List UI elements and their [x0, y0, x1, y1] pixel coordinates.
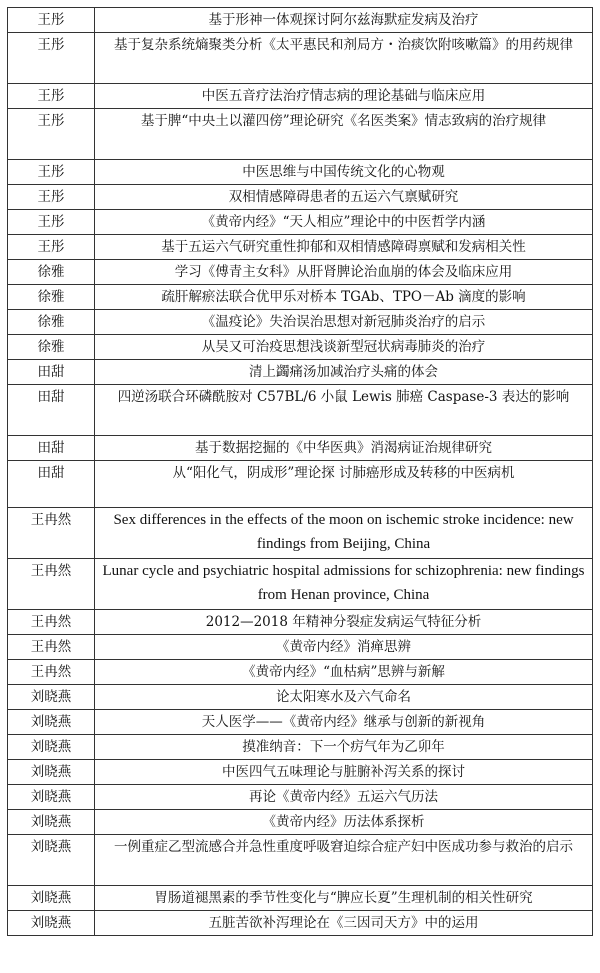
table-row	[8, 685, 593, 710]
table-row	[8, 635, 593, 660]
table-row	[8, 436, 593, 461]
author-cell: 田甜	[8, 360, 95, 385]
title-cell: 中医四气五味理论与脏腑补泻关系的探讨	[95, 760, 593, 785]
table-row	[8, 310, 593, 335]
author-cell: 徐雅	[8, 335, 95, 360]
author-cell: 王彤	[8, 235, 95, 260]
title-cell: 双相情感障碍患者的五运六气禀赋研究	[95, 185, 593, 210]
author-cell: 王冉然	[8, 660, 95, 685]
table-row	[8, 461, 593, 508]
title-cell: 再论《黄帝内经》五运六气历法	[95, 785, 593, 810]
publication-table-body	[8, 8, 593, 936]
title-cell: 中医五音疗法治疗情志病的理论基础与临床应用	[95, 84, 593, 109]
title-cell: 基于数据挖掘的《中华医典》消渴病证治规律研究	[95, 436, 593, 461]
table-row	[8, 835, 593, 886]
title-cell: 论太阳寒水及六气命名	[95, 685, 593, 710]
table-row	[8, 210, 593, 235]
table-row	[8, 735, 593, 760]
author-cell: 王彤	[8, 84, 95, 109]
title-cell: 《黄帝内经》“血枯病”思辨与新解	[95, 660, 593, 685]
author-cell: 王彤	[8, 109, 95, 160]
table-row	[8, 84, 593, 109]
title-cell: Lunar cycle and psychiatric hospital admissions for schizophrenia: new findings from Henan province, China	[95, 559, 593, 610]
table-row	[8, 33, 593, 84]
title-cell: 基于五运六气研究重性抑郁和双相情感障碍禀赋和发病相关性	[95, 235, 593, 260]
author-cell: 王彤	[8, 33, 95, 84]
author-cell: 刘晓燕	[8, 886, 95, 911]
title-cell: 基于脾“中央土以灌四傍”理论研究《名医类案》情志致病的治疗规律	[95, 109, 593, 160]
table-row	[8, 335, 593, 360]
title-cell: 学习《傅青主女科》从肝肾脾论治血崩的体会及临床应用	[95, 260, 593, 285]
title-cell: 四逆汤联合环磷酰胺对 C57BL/6 小鼠 Lewis 肺癌 Caspase-3 表达的影响	[95, 385, 593, 436]
table-row	[8, 8, 593, 33]
author-cell: 王彤	[8, 210, 95, 235]
title-cell: 2012—2018 年精神分裂症发病运气特征分析	[95, 610, 593, 635]
author-cell: 王冉然	[8, 635, 95, 660]
title-cell: 从吴又可治疫思想浅谈新型冠状病毒肺炎的治疗	[95, 335, 593, 360]
title-cell: 一例重症乙型流感合并急性重度呼吸窘迫综合症产妇中医成功参与救治的启示	[95, 835, 593, 886]
table-row	[8, 610, 593, 635]
title-cell: 《温疫论》失治误治思想对新冠肺炎治疗的启示	[95, 310, 593, 335]
title-cell: 天人医学——《黄帝内经》继承与创新的新视角	[95, 710, 593, 735]
table-row	[8, 385, 593, 436]
table-row	[8, 710, 593, 735]
author-cell: 刘晓燕	[8, 735, 95, 760]
author-cell: 刘晓燕	[8, 785, 95, 810]
table-row	[8, 285, 593, 310]
author-cell: 王冉然	[8, 559, 95, 610]
table-row	[8, 360, 593, 385]
author-cell: 徐雅	[8, 285, 95, 310]
author-cell: 刘晓燕	[8, 835, 95, 886]
table-row	[8, 160, 593, 185]
title-cell: 摸准纳音：下一个疠气年为乙卯年	[95, 735, 593, 760]
table-row	[8, 235, 593, 260]
author-cell: 刘晓燕	[8, 685, 95, 710]
table-row	[8, 810, 593, 835]
title-cell: 中医思维与中国传统文化的心物观	[95, 160, 593, 185]
author-cell: 刘晓燕	[8, 710, 95, 735]
table-row	[8, 109, 593, 160]
author-cell: 王彤	[8, 185, 95, 210]
author-cell: 徐雅	[8, 310, 95, 335]
title-cell: 基于形神一体观探讨阿尔兹海默症发病及治疗	[95, 8, 593, 33]
author-cell: 王彤	[8, 8, 95, 33]
author-cell: 王冉然	[8, 508, 95, 559]
table-row	[8, 508, 593, 559]
table-row	[8, 559, 593, 610]
title-cell: 胃肠道褪黑素的季节性变化与“脾应长夏”生理机制的相关性研究	[95, 886, 593, 911]
author-cell: 王彤	[8, 160, 95, 185]
title-cell: 《黄帝内经》消瘅思辨	[95, 635, 593, 660]
title-cell: 基于复杂系统熵聚类分析《太平惠民和剂局方・治痰饮附咳嗽篇》的用药规律	[95, 33, 593, 84]
publication-table	[7, 7, 593, 936]
title-cell: 疏肝解瘀法联合优甲乐对桥本 TGAb、TPO－Ab 滴度的影响	[95, 285, 593, 310]
title-cell: 《黄帝内经》“天人相应”理论中的中医哲学内涵	[95, 210, 593, 235]
table-row	[8, 886, 593, 911]
table-row	[8, 660, 593, 685]
title-cell: Sex differences in the effects of the moon on ischemic stroke incidence: new findings from Beijing, China	[95, 508, 593, 559]
title-cell: 五脏苦欲补泻理论在《三因司天方》中的运用	[95, 911, 593, 936]
author-cell: 田甜	[8, 385, 95, 436]
table-row	[8, 911, 593, 936]
author-cell: 刘晓燕	[8, 760, 95, 785]
author-cell: 田甜	[8, 461, 95, 508]
title-cell: 清上蠲痛汤加减治疗头痛的体会	[95, 360, 593, 385]
table-row	[8, 785, 593, 810]
table-row	[8, 185, 593, 210]
table-row	[8, 260, 593, 285]
author-cell: 田甜	[8, 436, 95, 461]
author-cell: 刘晓燕	[8, 810, 95, 835]
author-cell: 王冉然	[8, 610, 95, 635]
table-row	[8, 760, 593, 785]
author-cell: 刘晓燕	[8, 911, 95, 936]
title-cell: 从“阳化气，阴成形”理论探 讨肺癌形成及转移的中医病机	[95, 461, 593, 508]
author-cell: 徐雅	[8, 260, 95, 285]
title-cell: 《黄帝内经》历法体系探析	[95, 810, 593, 835]
